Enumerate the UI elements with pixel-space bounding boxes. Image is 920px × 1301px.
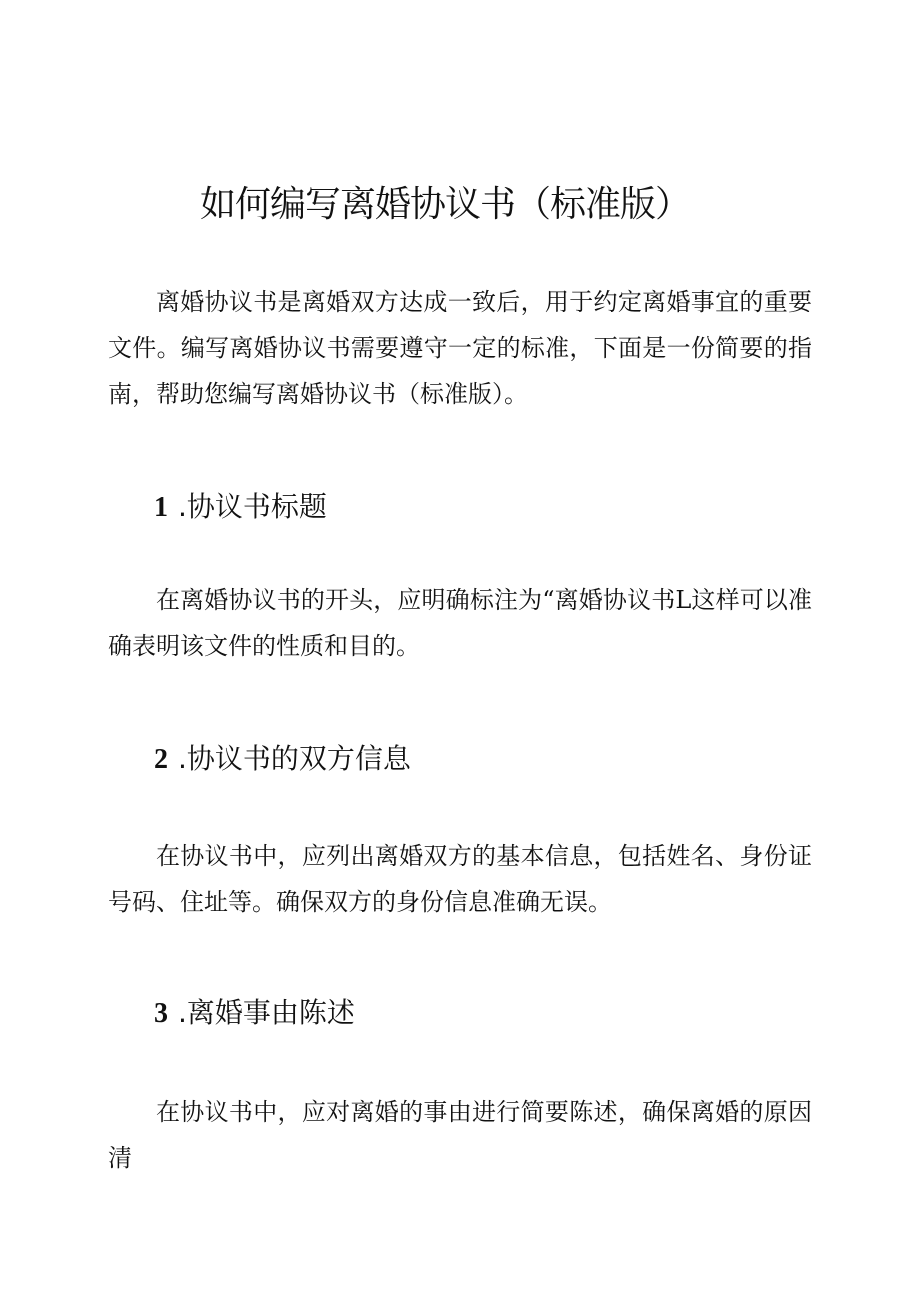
- section-heading-text: .协议书标题: [178, 490, 327, 523]
- section-heading-2: [154, 739, 411, 780]
- section-number: 2: [154, 744, 168, 775]
- section-body-1: 在离婚协议书的开头，应明确标注为“离婚协议书L这样可以准确表明该文件的性质和目的。: [108, 586, 812, 660]
- section-heading-1: [154, 487, 327, 528]
- section-number: 1: [154, 492, 168, 523]
- section-body-2: 在协议书中，应列出离婚双方的基本信息，包括姓名、身份证号码、住址等。确保双方的身份信息准确无误。: [108, 842, 812, 916]
- section-number: 3: [154, 998, 168, 1029]
- intro-paragraph: 离婚协议书是离婚双方达成一致后，用于约定离婚事宜的重要文件。编写离婚协议书需要遵守一定的标准，下面是一份简要的指南，帮助您编写离婚协议书（标准版）。: [108, 288, 812, 408]
- section-heading-text: .离婚事由陈述: [178, 996, 355, 1029]
- section-heading-text: .协议书的双方信息: [178, 742, 411, 775]
- section-body-3: 在协议书中，应对离婚的事由进行简要陈述，确保离婚的原因清: [108, 1098, 812, 1172]
- section-heading-3: [154, 993, 355, 1034]
- document-title: 如何编写离婚协议书（标准版）: [199, 184, 690, 225]
